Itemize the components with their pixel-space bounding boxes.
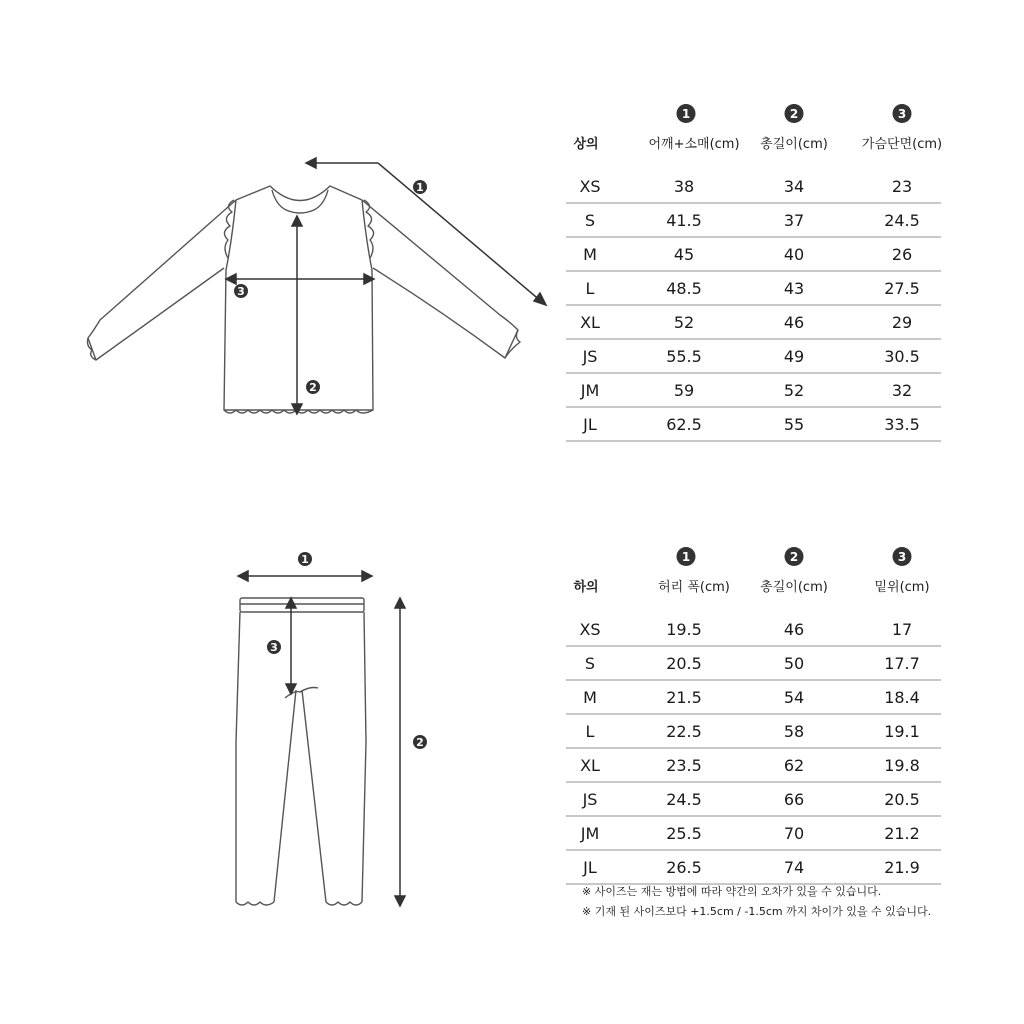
table-body — [566, 170, 941, 442]
cell-value: 40 — [783, 245, 805, 264]
header-col-2: 총길이(cm) — [760, 580, 828, 595]
cell-value: 43 — [783, 279, 805, 298]
cell-value: 30.5 — [884, 347, 920, 366]
header-number-2: 2 — [785, 104, 804, 123]
table-row — [566, 170, 941, 204]
table-row — [566, 272, 941, 306]
table-row — [566, 204, 941, 238]
cell-size: JS — [582, 347, 598, 366]
table-row — [566, 749, 941, 783]
cell-value: 18.4 — [884, 688, 920, 707]
cell-size: JS — [582, 790, 598, 809]
cell-value: 58 — [783, 722, 805, 741]
cell-value: 55.5 — [666, 347, 702, 366]
cell-size: XS — [579, 620, 601, 639]
cell-value: 38 — [673, 177, 695, 196]
cell-value: 23.5 — [666, 756, 702, 775]
cell-value: 52 — [673, 313, 695, 332]
cell-value: 17 — [891, 620, 913, 639]
cell-value: 62 — [783, 756, 805, 775]
table-row — [566, 817, 941, 851]
cell-value: 33.5 — [884, 415, 920, 434]
cell-value: 62.5 — [666, 415, 702, 434]
table-header-row — [566, 576, 941, 600]
header-col-1: 허리 폭(cm) — [658, 580, 730, 595]
cell-value: 29 — [891, 313, 913, 332]
header-number-3: 3 — [893, 104, 912, 123]
bottom-garment-section — [0, 530, 1024, 970]
header-col-3: 밑위(cm) — [874, 580, 930, 595]
table-number-row — [566, 547, 941, 569]
cell-size: XS — [579, 177, 601, 196]
table-row — [566, 851, 941, 885]
cell-value: 52 — [783, 381, 805, 400]
cell-value: 41.5 — [666, 211, 702, 230]
cell-value: 21.2 — [884, 824, 920, 843]
table-row — [566, 715, 941, 749]
table-row — [566, 340, 941, 374]
cell-size: L — [585, 722, 595, 741]
cell-value: 24.5 — [884, 211, 920, 230]
top-shirt-illustration — [0, 0, 560, 470]
cell-value: 54 — [783, 688, 805, 707]
cell-value: 25.5 — [666, 824, 702, 843]
cell-value: 21.5 — [666, 688, 702, 707]
table-row — [566, 238, 941, 272]
cell-size: S — [584, 654, 596, 673]
cell-value: 48.5 — [666, 279, 702, 298]
header-number-1: 1 — [677, 104, 696, 123]
cell-value: 19.5 — [666, 620, 702, 639]
cell-size: M — [583, 688, 597, 707]
header-number-3: 3 — [893, 547, 912, 566]
cell-value: 22.5 — [666, 722, 702, 741]
marker-3-label: 3 — [237, 285, 245, 298]
marker-1-label: 1 — [301, 553, 309, 566]
cell-value: 20.5 — [666, 654, 702, 673]
cell-value: 26 — [891, 245, 913, 264]
header-category: 하의 — [573, 580, 599, 595]
cell-size: S — [584, 211, 596, 230]
pants-illustration — [0, 530, 560, 970]
cell-value: 46 — [783, 620, 805, 639]
cell-value: 24.5 — [666, 790, 702, 809]
cell-value: 26.5 — [666, 858, 702, 877]
cell-value: 23 — [891, 177, 913, 196]
cell-value: 50 — [783, 654, 805, 673]
cell-size: JM — [580, 824, 600, 843]
note-line: ※ 사이즈는 재는 방법에 따라 약간의 오차가 있을 수 있습니다. — [582, 885, 882, 898]
table-header-row — [566, 133, 941, 157]
cell-value: 45 — [673, 245, 695, 264]
size-notes — [582, 882, 931, 922]
cell-value: 20.5 — [884, 790, 920, 809]
table-row — [566, 374, 941, 408]
cell-value: 37 — [783, 211, 805, 230]
table-number-row — [566, 104, 941, 126]
table-row — [566, 306, 941, 340]
table-row — [566, 783, 941, 817]
header-number-1: 1 — [677, 547, 696, 566]
header-number-2: 2 — [785, 547, 804, 566]
header-col-1: 어깨+소매(cm) — [648, 137, 740, 152]
cell-value: 70 — [783, 824, 805, 843]
marker-2-label: 2 — [416, 736, 424, 749]
cell-size: JL — [583, 858, 597, 877]
table-row — [566, 647, 941, 681]
header-category: 상의 — [573, 137, 599, 152]
table-body — [566, 613, 941, 885]
cell-value: 49 — [783, 347, 805, 366]
cell-value: 27.5 — [884, 279, 920, 298]
cell-size: JM — [580, 381, 600, 400]
table-row — [566, 408, 941, 442]
cell-value: 55 — [783, 415, 805, 434]
cell-size: XL — [580, 313, 600, 332]
cell-value: 17.7 — [884, 654, 920, 673]
header-col-3: 가슴단면(cm) — [861, 137, 943, 152]
cell-value: 34 — [783, 177, 805, 196]
marker-3-label: 3 — [270, 641, 278, 654]
table-row — [566, 613, 941, 647]
cell-value: 66 — [783, 790, 805, 809]
header-col-2: 총길이(cm) — [760, 137, 828, 152]
cell-size: L — [585, 279, 595, 298]
top-garment-section — [0, 0, 1024, 470]
marker-2-label: 2 — [309, 381, 317, 394]
table-row — [566, 681, 941, 715]
cell-value: 19.1 — [884, 722, 920, 741]
cell-value: 46 — [783, 313, 805, 332]
cell-value: 21.9 — [884, 858, 920, 877]
cell-value: 19.8 — [884, 756, 920, 775]
cell-size: JL — [583, 415, 597, 434]
cell-size: XL — [580, 756, 600, 775]
cell-value: 59 — [673, 381, 695, 400]
note-line: ※ 기재 된 사이즈보다 +1.5cm / -1.5cm 까지 차이가 있을 수 있습니다. — [582, 905, 932, 918]
marker-1-label: 1 — [416, 181, 424, 194]
cell-value: 32 — [891, 381, 913, 400]
cell-value: 74 — [783, 858, 805, 877]
cell-size: M — [583, 245, 597, 264]
